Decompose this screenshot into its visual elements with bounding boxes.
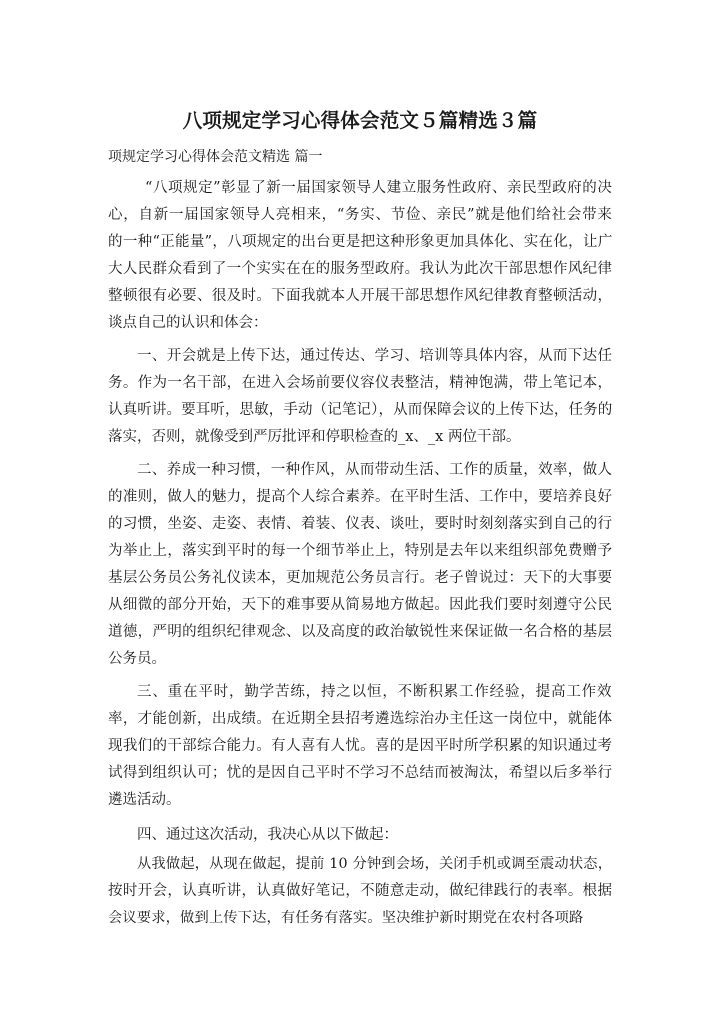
body-line: “八项规定”彰显了新一届国家领导人建立服务性政府、亲民型政府的决 — [145, 180, 613, 196]
body-line: 三、重在平时，勤学苦练，持之以恒，不断积累工作经验，提高工作效 — [137, 684, 613, 700]
body-line: 心，自新一届国家领导人亮相来，“务实、节俭、亲民”就是他们给社会带来 — [108, 207, 613, 223]
body-line: 公务员。 — [108, 651, 166, 667]
body-line: 现我们的干部综合能力。有人喜有人忧。喜的是因平时所学积累的知识通过考 — [108, 738, 613, 754]
body-line: 务。作为一名干部，在进入会场前要仪容仪表整洁，精神饱满，带上笔记本， — [108, 375, 613, 391]
document-subtitle: 项规定学习心得体会范文精选 篇一 — [108, 149, 323, 165]
body-line: 基层公务员公务礼仪读本，更加规范公务员言行。老子曾说过：天下的大事要 — [108, 570, 613, 586]
body-line: 二、养成一种习惯，一种作风，从而带动生活、工作的质量，效率，做人 — [137, 462, 613, 478]
body-line: 试得到组织认可；忧的是因自己平时不学习不总结而被淘汰，希望以后多举行 — [108, 765, 613, 781]
body-line: 遴选活动。 — [108, 792, 181, 808]
body-line: 的准则，做人的魅力，提高个人综合素养。在平时生活、工作中，要培养良好 — [108, 489, 613, 505]
body-line: 按时开会，认真听讲，认真做好笔记，不随意走动，做纪律践行的表率。根据 — [108, 883, 613, 899]
body-line: 为举止上，落实到平时的每一个细节举止上，特别是去年以来组织部免费赠予 — [108, 543, 613, 559]
body-line: 率，才能创新，出成绩。在近期全县招考遴选综治办主任这一岗位中，就能体 — [108, 711, 613, 727]
body-line: 一、开会就是上传下达，通过传达、学习、培训等具体内容，从而下达任 — [137, 348, 613, 364]
body-line: 的一种“正能量”，八项规定的出台更是把这种形象更加具体化、实在化，让广 — [108, 234, 613, 250]
body-line: 会议要求，做到上传下达，有任务有落实。坚决维护新时期党在农村各项路 — [108, 910, 584, 926]
body-line: 从细微的部分开始，天下的难事要从简易地方做起。因此我们要时刻遵守公民 — [108, 597, 613, 613]
body-line: 大人民群众看到了一个实实在在的服务型政府。我认为此次干部思想作风纪律 — [108, 261, 613, 277]
body-line: 谈点自己的认识和体会： — [108, 315, 268, 331]
body-line: 的习惯，坐姿、走姿、表情、着装、仪表、谈吐，要时时刻刻落实到自己的行 — [108, 516, 613, 532]
document-title: 八项规定学习心得体会范文５篇精选３篇 — [182, 109, 538, 132]
body-line: 道德，严明的组织纪律观念、以及高度的政治敏锐性来保证做一名合格的基层 — [108, 624, 613, 640]
body-line: 整顿很有必要、很及时。下面我就本人开展干部思想作风纪律教育整顿活动， — [108, 288, 613, 304]
body-line: 认真听讲。要耳听，思敏，手动（记笔记），从而保障会议的上传下达，任务的 — [108, 402, 613, 418]
body-line: 四、通过这次活动，我决心从以下做起： — [137, 827, 398, 843]
body-line: 从我做起，从现在做起，提前 10 分钟到会场，关闭手机或调至震动状态， — [137, 856, 613, 872]
body-line: 落实，否则，就像受到严厉批评和停职检查的_x、_x 两位干部。 — [108, 429, 521, 445]
